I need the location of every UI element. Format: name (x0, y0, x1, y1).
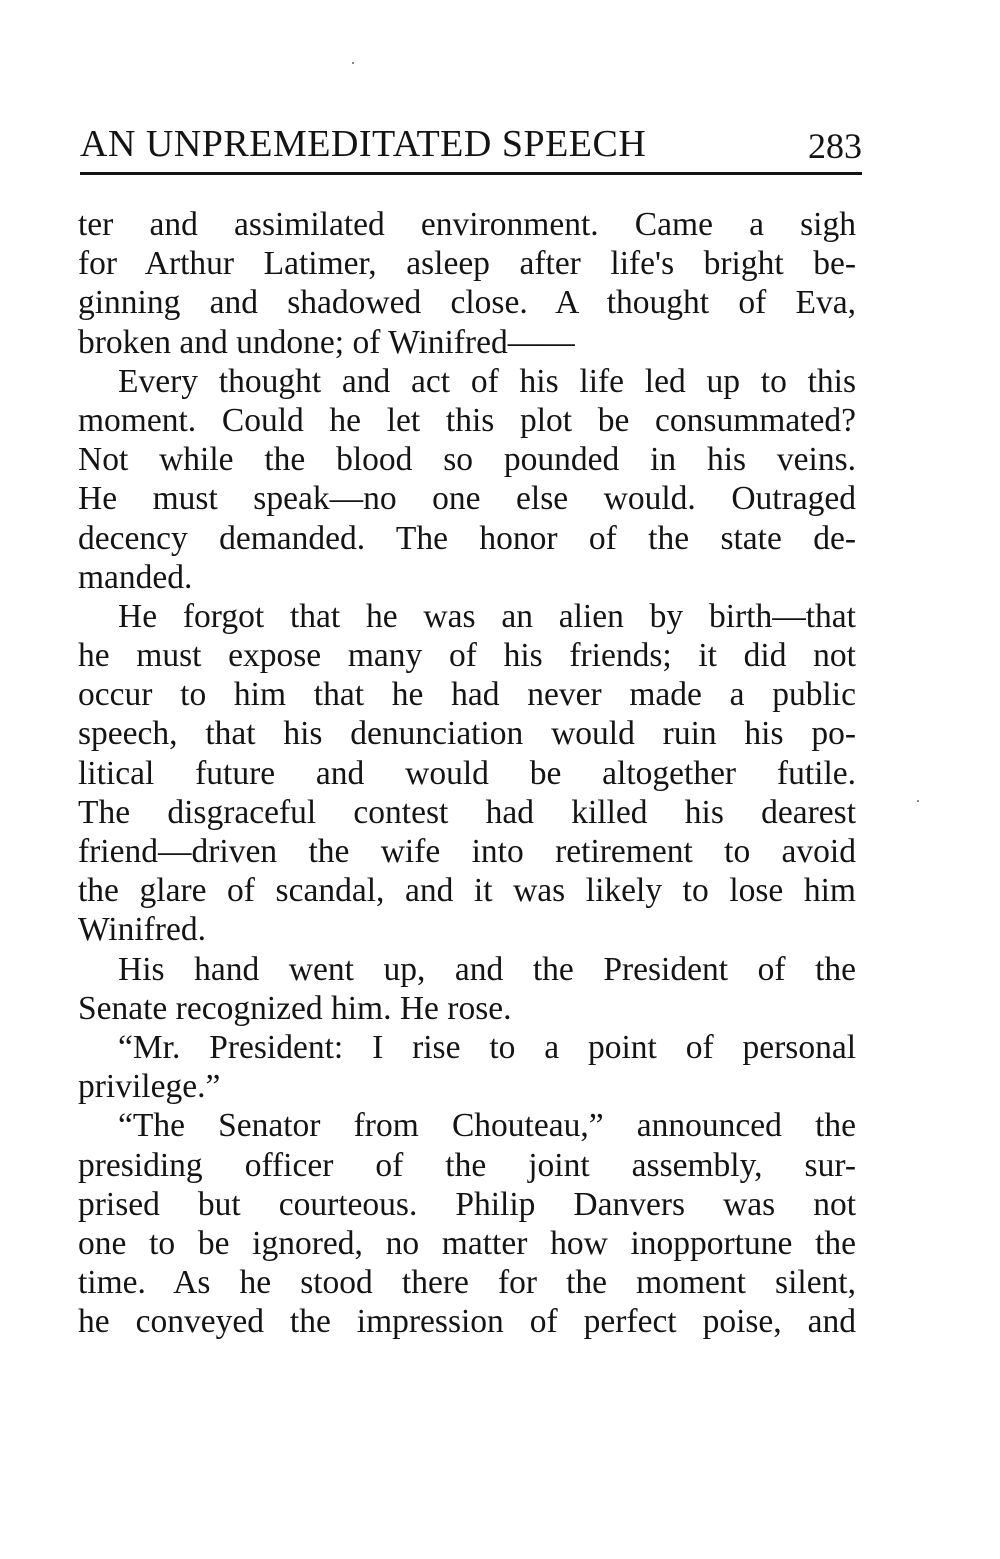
text-line: time. As he stood there for the moment silent, (78, 1264, 856, 1302)
text-line: moment. Could he let this plot be consummated? (78, 401, 856, 439)
text-line: the glare of scandal, and it was likely to lose him (78, 872, 856, 910)
text-line: His hand went up, and the President of the (118, 950, 856, 988)
text-line: Every thought and act of his life led up to this (118, 362, 856, 400)
text-line: for Arthur Latimer, asleep after life's bright be- (78, 245, 856, 283)
text-line: The disgraceful contest had killed his dearest (78, 793, 856, 831)
text-line: he conveyed the impression of perfect poise, and (78, 1303, 856, 1341)
text-line: friend—driven the wife into retirement to avoid (78, 833, 856, 870)
text-line: “Mr. President: I rise to a point of personal (118, 1028, 856, 1066)
text-line: presiding officer of the joint assembly, sur- (78, 1146, 856, 1184)
print-speck (352, 62, 354, 64)
text-line: broken and undone; of Winifred—— (78, 323, 575, 361)
header-rule (80, 172, 862, 175)
text-line: He forgot that he was an alien by birth—that (118, 597, 856, 635)
text-line: prised but courteous. Philip Danvers was not (78, 1185, 856, 1223)
text-line: Winifred. (78, 911, 206, 949)
text-line: speech, that his denunciation would ruin his po- (78, 715, 856, 753)
text-line: litical future and would be altogether futile. (78, 754, 856, 792)
body-text (78, 205, 856, 1341)
running-head: AN UNPREMEDITATED SPEECH (80, 123, 647, 165)
text-line: one to be ignored, no matter how inopportune the (78, 1224, 856, 1262)
text-line: He must speak—no one else would. Outraged (78, 480, 856, 518)
text-line: manded. (78, 558, 193, 596)
text-line: ginning and shadowed close. A thought of Eva, (78, 284, 856, 322)
text-line: privilege.” (78, 1068, 221, 1106)
page-number: 283 (808, 126, 862, 166)
text-line: “The Senator from Chouteau,” announced the (118, 1107, 856, 1145)
text-line: Not while the blood so pounded in his veins. (78, 441, 856, 479)
text-line: decency demanded. The honor of the state de- (78, 519, 856, 557)
text-line: ter and assimilated environment. Came a sigh (78, 206, 856, 243)
text-line: he must expose many of his friends; it did not (78, 637, 856, 675)
page-header (80, 122, 862, 166)
text-line: Senate recognized him. He rose. (78, 989, 512, 1027)
print-speck (917, 800, 919, 802)
text-line: occur to him that he had never made a public (78, 676, 856, 714)
